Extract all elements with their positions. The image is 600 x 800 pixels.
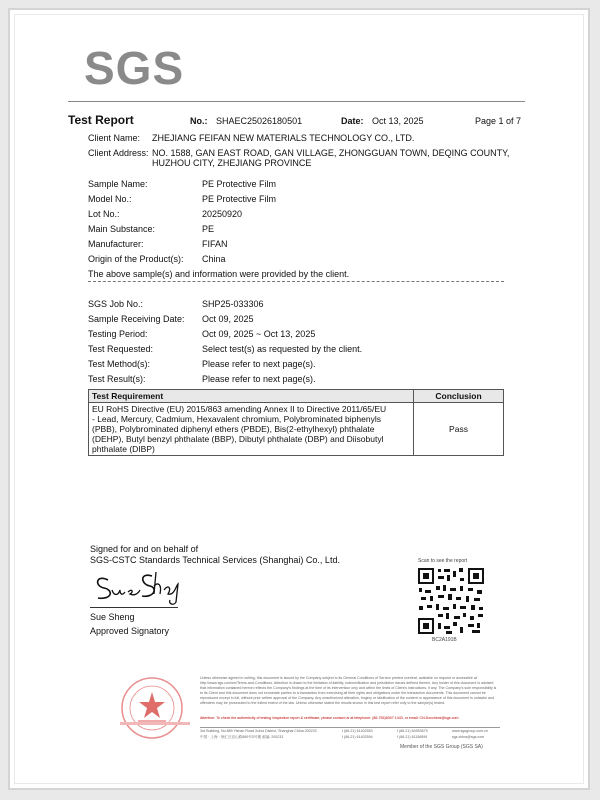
sample-label: Manufacturer: xyxy=(88,239,144,249)
job-value: Oct 09, 2025 ~ Oct 13, 2025 xyxy=(202,329,316,339)
client-address-line2: HUZHOU CITY, ZHEJIANG PROVINCE xyxy=(152,158,312,168)
job-value: Select test(s) as requested by the client. xyxy=(202,344,363,354)
report-date-value: Oct 13, 2025 xyxy=(372,116,424,126)
signature-svg xyxy=(92,566,182,606)
client-address-line1: NO. 1588, GAN EAST ROAD, GAN VILLAGE, ZHONGGUAN TOWN, DEQING COUNTY, xyxy=(152,148,510,158)
job-value: SHP25-033306 xyxy=(202,299,264,309)
report-no-value: SHAEC25026180501 xyxy=(216,116,303,126)
report-no xyxy=(190,116,302,127)
qr-caption-top: Scan to see the report xyxy=(418,558,468,564)
test-requirement-table xyxy=(88,389,504,456)
dashed-divider xyxy=(88,281,504,282)
signatory-role: Approved Signatory xyxy=(90,626,170,636)
job-label: SGS Job No.: xyxy=(88,299,144,309)
sample-label: Main Substance: xyxy=(88,224,156,234)
job-value: Oct 09, 2025 xyxy=(202,314,254,324)
job-label: Test Method(s): xyxy=(88,359,151,369)
footer-address-en: 3rd Building, No.889 Yishan Road Xuhui District, Shanghai China 200233 xyxy=(200,729,317,733)
sample-label: Sample Name: xyxy=(88,179,148,189)
sample-label: Lot No.: xyxy=(88,209,120,219)
footer-email: sgs.china@sgs.com xyxy=(452,735,485,739)
col-test-requirement: Test Requirement xyxy=(89,390,414,403)
job-value: Please refer to next page(s). xyxy=(202,359,316,369)
client-name-value: ZHEJIANG FEIFAN NEW MATERIALS TECHNOLOGY CO., LTD. xyxy=(152,133,415,143)
footer-rule xyxy=(200,727,500,728)
sample-label: Origin of the Product(s): xyxy=(88,254,184,264)
job-label: Test Result(s): xyxy=(88,374,146,384)
signed-behalf-line: Signed for and on behalf of xyxy=(90,544,199,554)
sample-value: PE Protective Film xyxy=(202,179,277,189)
requirement-line: EU RoHS Directive (EU) 2015/863 amending Annex II to Directive 2011/65/EU xyxy=(92,404,387,414)
sample-value: PE xyxy=(202,224,215,234)
signature-rule xyxy=(90,607,178,608)
footer-tel-1: t (86-21) 61402553 xyxy=(342,729,373,733)
job-value: Please refer to next page(s). xyxy=(202,374,316,384)
sample-value: China xyxy=(202,254,226,264)
client-name-label: Client Name: xyxy=(88,133,141,143)
signatory-name: Sue Sheng xyxy=(90,612,135,622)
report-date xyxy=(341,116,424,127)
qr-code xyxy=(416,566,486,636)
sample-note: The above sample(s) and information were provided by the client. xyxy=(88,269,350,279)
footer-attention: Attention: To check the authenticity of testing /inspection report & certificate, please contact us at telephone: (86-755)8307 1443, or email: CN.Doccheck@sgs.com xyxy=(200,716,459,720)
job-label: Sample Receiving Date: xyxy=(88,314,185,324)
sample-value: 20250920 xyxy=(202,209,243,219)
job-label: Test Requested: xyxy=(88,344,154,354)
footer-address-cn: 中国 · 上海 · 徐汇区宜山路889号3号楼 邮编: 200233 xyxy=(200,735,284,739)
signed-company-line: SGS-CSTC Standards Technical Services (Shanghai) Co., Ltd. xyxy=(90,555,340,565)
report-no-label: No.: xyxy=(190,116,208,126)
requirement-line: - Lead, Mercury, Cadmium, Hexavalent chromium, Polybrominated biphenyls xyxy=(92,414,381,424)
requirement-line: (DEHP), Butyl benzyl phthalate (BBP), Dibutyl phthalate (DBP) and Diisobutyl xyxy=(92,434,384,444)
footer-fax-2: f (86-21) 61156899 xyxy=(397,735,428,739)
sgs-logo: SGS xyxy=(84,42,185,94)
table-row xyxy=(89,403,504,456)
col-conclusion: Conclusion xyxy=(414,390,504,403)
page-number: Page 1 of 7 xyxy=(475,116,522,126)
seal-fine-print xyxy=(120,722,190,725)
sample-label: Model No.: xyxy=(88,194,132,204)
report-date-label: Date: xyxy=(341,116,364,126)
requirement-line: phthalate (DIBP) xyxy=(92,444,155,454)
requirement-line: (PBB), Polybrominated diphenyl ethers (PBDE), Bis(2-ethylhexyl) phthalate xyxy=(92,424,375,434)
conclusion-cell: Pass xyxy=(414,403,504,456)
footer-member: Member of the SGS Group (SGS SA) xyxy=(400,744,483,750)
footer-tel-2: t (86-21) 61402594 xyxy=(342,735,373,739)
footer-web: www.sgsgroup.com.cn xyxy=(452,729,488,733)
report-title: Test Report xyxy=(68,113,134,127)
footer-fax-1: f (86-21) 64953679 xyxy=(397,729,428,733)
handwritten-signature xyxy=(92,566,182,606)
qr-caption-bottom: BC2A191B xyxy=(432,637,457,643)
sample-value: FIFAN xyxy=(202,239,228,249)
job-label: Testing Period: xyxy=(88,329,148,339)
table-header-row xyxy=(89,390,504,403)
seal-svg xyxy=(120,676,184,740)
qr-code-svg xyxy=(416,566,486,636)
requirement-cell xyxy=(89,403,414,456)
header-rule xyxy=(68,101,525,102)
footer-terms: Unless otherwise agreed in writing, this document is issued by the Company subject to its General Conditions of Service printed overleaf, available on request or accessible at http://www.sgs.com/en/Terms-and-Conditions. Attention is drawn to the limitation of liability, indemnification and jurisdiction issues defined therein. Any holder of this document is advised that information contained hereon reflects the Company's findings at the time of its intervention only and within the limits of Client's instructions, if any. The Company's sole responsibility is to its Client and this document does not exonerate parties to a transaction from exercising all their rights and obligations under the transaction documents. This document cannot be reproduced except in full, without prior written approval of the Company. Any unauthorized alteration, forgery or falsification of the content or appearance of this document is unlawful and offenders may be prosecuted to the fullest extent of the law. Unless otherwise stated the results shown in this test report refer only to the sample(s) tested. xyxy=(200,676,497,705)
sample-value: PE Protective Film xyxy=(202,194,277,204)
client-address-label: Client Address: xyxy=(88,148,149,158)
company-seal-stamp xyxy=(120,676,184,740)
